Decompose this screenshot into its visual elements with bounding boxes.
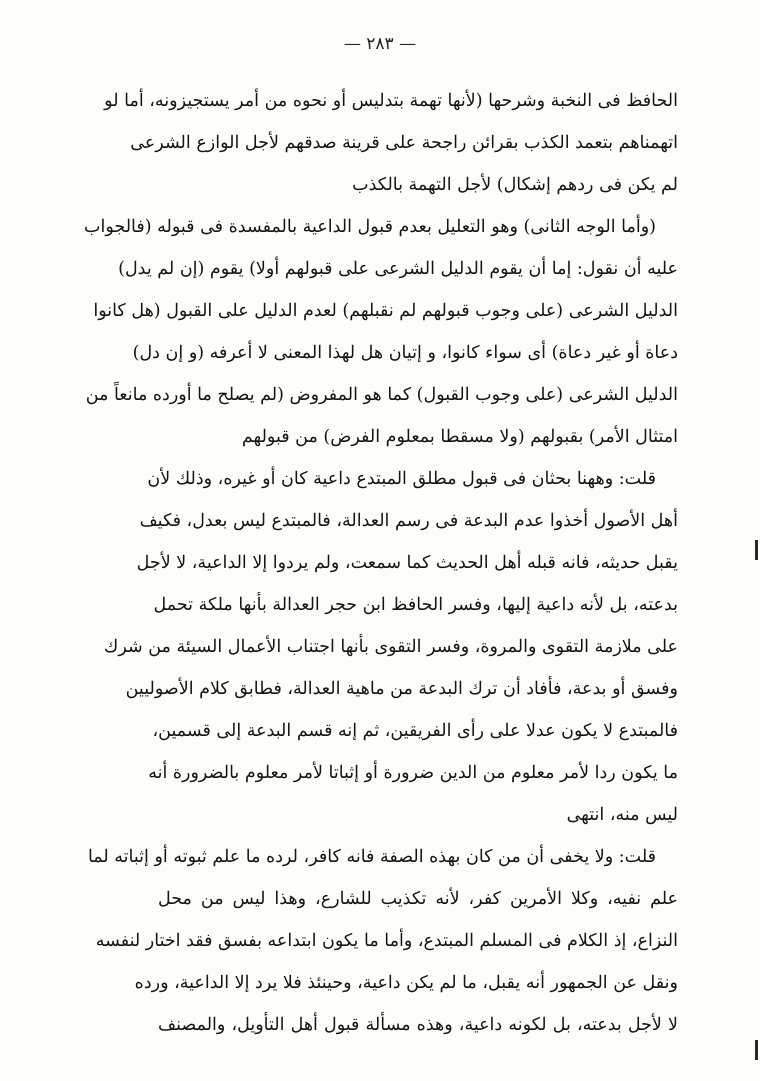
- scan-edge-mark: [755, 1040, 758, 1060]
- text-line: عليه أن نقول: إما أن يقوم الدليل الشرعى على قبولهم أولا) يقوم (إن لم يدل): [118, 259, 678, 279]
- text-line: دعاة أو غير دعاة) أى سواء كانوا، و إتيان هل لهذا المعنى لا أعرفه (و إن دل): [132, 343, 678, 363]
- text-line: علم نفيه، وكلا الأمرين كفر، لأنه تكذيب للشارع، وهذا ليس من محل: [158, 889, 678, 909]
- text-line: ليس منه، انتهى: [566, 805, 678, 825]
- text-line: فالمبتدع لا يكون عدلا على رأى الفريقين، ثم إنه قسم البدعة إلى قسمين،: [152, 721, 678, 741]
- text-line: أهل الأصول أخذوا عدم البدعة فى رسم العدالة، فالمبتدع ليس بعدل، فكيف: [139, 511, 678, 531]
- text-line: على ملازمة التقوى والمروة، وفسر التقوى بأنها اجتناب الأعمال السيئة من شرك: [103, 637, 678, 657]
- text-line: النزاع، إذ الكلام فى المسلم المبتدع، وأما ما يكون ابتداعه بفسق فقد اختار لنفسه: [95, 931, 678, 951]
- text-line: الدليل الشرعى (على وجوب قبولهم لم نقبلهم) لعدم الدليل على القبول (هل كانوا: [93, 301, 678, 321]
- text-line: ما يكون ردا لأمر معلوم من الدين ضرورة أو إثباتا لأمر معلوم بالضرورة أنه: [148, 763, 678, 783]
- body-text: [84, 80, 678, 1046]
- text-line: بدعته، بل لأنه داعية إليها، وفسر الحافظ ابن حجر العدالة بأنها ملكة تحمل: [153, 595, 678, 615]
- scan-edge-mark: [755, 540, 758, 560]
- text-line: قلت: وههنا بحثان فى قبول مطلق المبتدع داعية كان أو غيره، وذلك لأن: [147, 469, 656, 489]
- text-line: لا لأجل بدعته، بل لكونه داعية، وهذه مسألة قبول أهل التأويل، والمصنف: [158, 1015, 678, 1035]
- text-line: قلت: ولا يخفى أن من كان بهذه الصفة فانه كافر، لرده ما علم ثبوته أو إثباته لما: [87, 847, 656, 867]
- text-line: الحافظ فى النخبة وشرحها (لأنها تهمة بتدليس أو نحوه من أمر يستجيزونه، أما لو: [104, 91, 678, 111]
- page-number: — ٢٨٣ —: [343, 34, 417, 54]
- text-line: الدليل الشرعى (على وجوب القبول) كما هو المفروض (لم يصلح ما أورده مانعاً من: [85, 385, 678, 405]
- text-line: يقبل حديثه، فانه قبله أهل الحديث كما سمعت، ولم يردوا إلا الداعية، لا لأجل: [136, 553, 678, 573]
- text-line: ونقل عن الجمهور أنه يقبل، ما لم يكن داعية، وحينئذ فلا يرد إلا الداعية، ورده: [134, 973, 678, 993]
- text-line: اتهمناهم بتعمد الكذب بقرائن راجحة على قرينة صدقهم لأجل الوازع الشرعى: [130, 133, 678, 153]
- text-line: لم يكن فى ردهم إشكال) لأجل التهمة بالكذب: [352, 175, 678, 195]
- text-line: (وأما الوجه الثانى) وهو التعليل بعدم قبول الداعية بالمفسدة فى قبوله (فالجواب: [84, 217, 656, 237]
- text-line: امتثال الأمر) بقبولهم (ولا مسقطا بمعلوم الفرض) من قبولهم: [241, 427, 678, 447]
- text-line: وفسق أو بدعة، فأفاد أن ترك البدعة من ماهية العدالة، فطابق كلام الأصوليين: [125, 679, 678, 699]
